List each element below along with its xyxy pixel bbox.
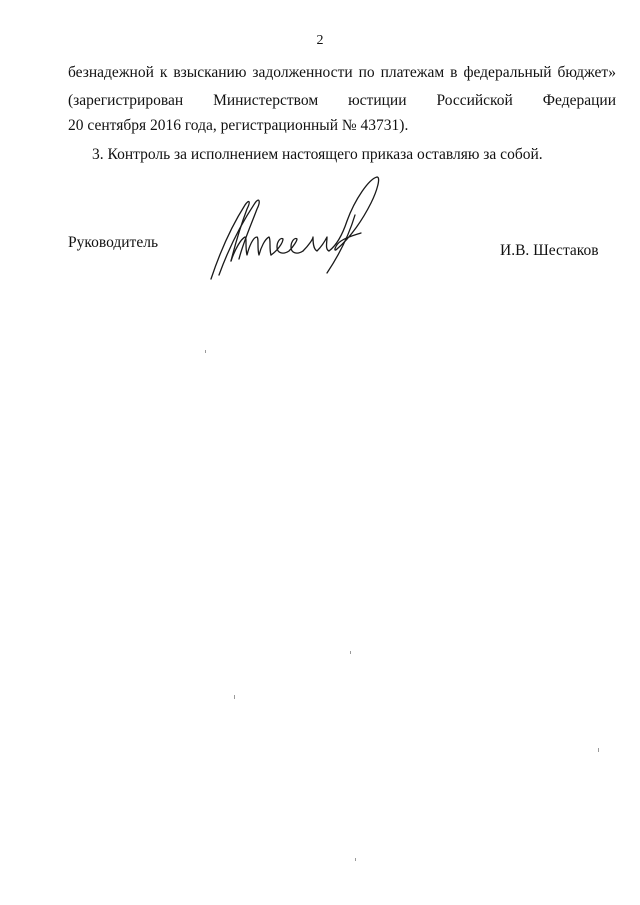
paragraph-line-1: [68, 64, 616, 82]
signer-role: Руководитель: [68, 234, 159, 251]
signer-name: И.В. Шестаков: [500, 242, 599, 259]
word: федеральный: [463, 64, 552, 81]
word: Российской: [436, 92, 513, 109]
page-number: 2: [316, 33, 324, 48]
scan-speck: [598, 748, 599, 752]
word: взысканию: [173, 64, 247, 81]
word: к: [159, 64, 168, 81]
handwritten-signature-icon: [205, 175, 395, 285]
word: по: [358, 64, 375, 81]
word: Министерством: [213, 92, 319, 109]
word: в: [450, 64, 458, 81]
word: бюджет»: [557, 64, 616, 81]
word: платежам: [380, 64, 445, 81]
scan-speck: [355, 858, 356, 861]
word: Федерации: [542, 92, 616, 109]
item-3-text: 3. Контроль за исполнением настоящего приказа оставляю за собой.: [92, 146, 543, 163]
scan-speck: [205, 350, 206, 353]
word: юстиции: [348, 92, 407, 109]
paragraph-line-2: [68, 92, 616, 110]
scan-speck: [234, 695, 235, 699]
word: задолженности: [252, 64, 353, 81]
paragraph-line-3: 20 сентября 2016 года, регистрационный № 43731).: [68, 117, 409, 134]
word: (зарегистрирован: [68, 92, 184, 109]
scan-speck: [350, 651, 351, 654]
word: безнадежной: [68, 64, 154, 81]
